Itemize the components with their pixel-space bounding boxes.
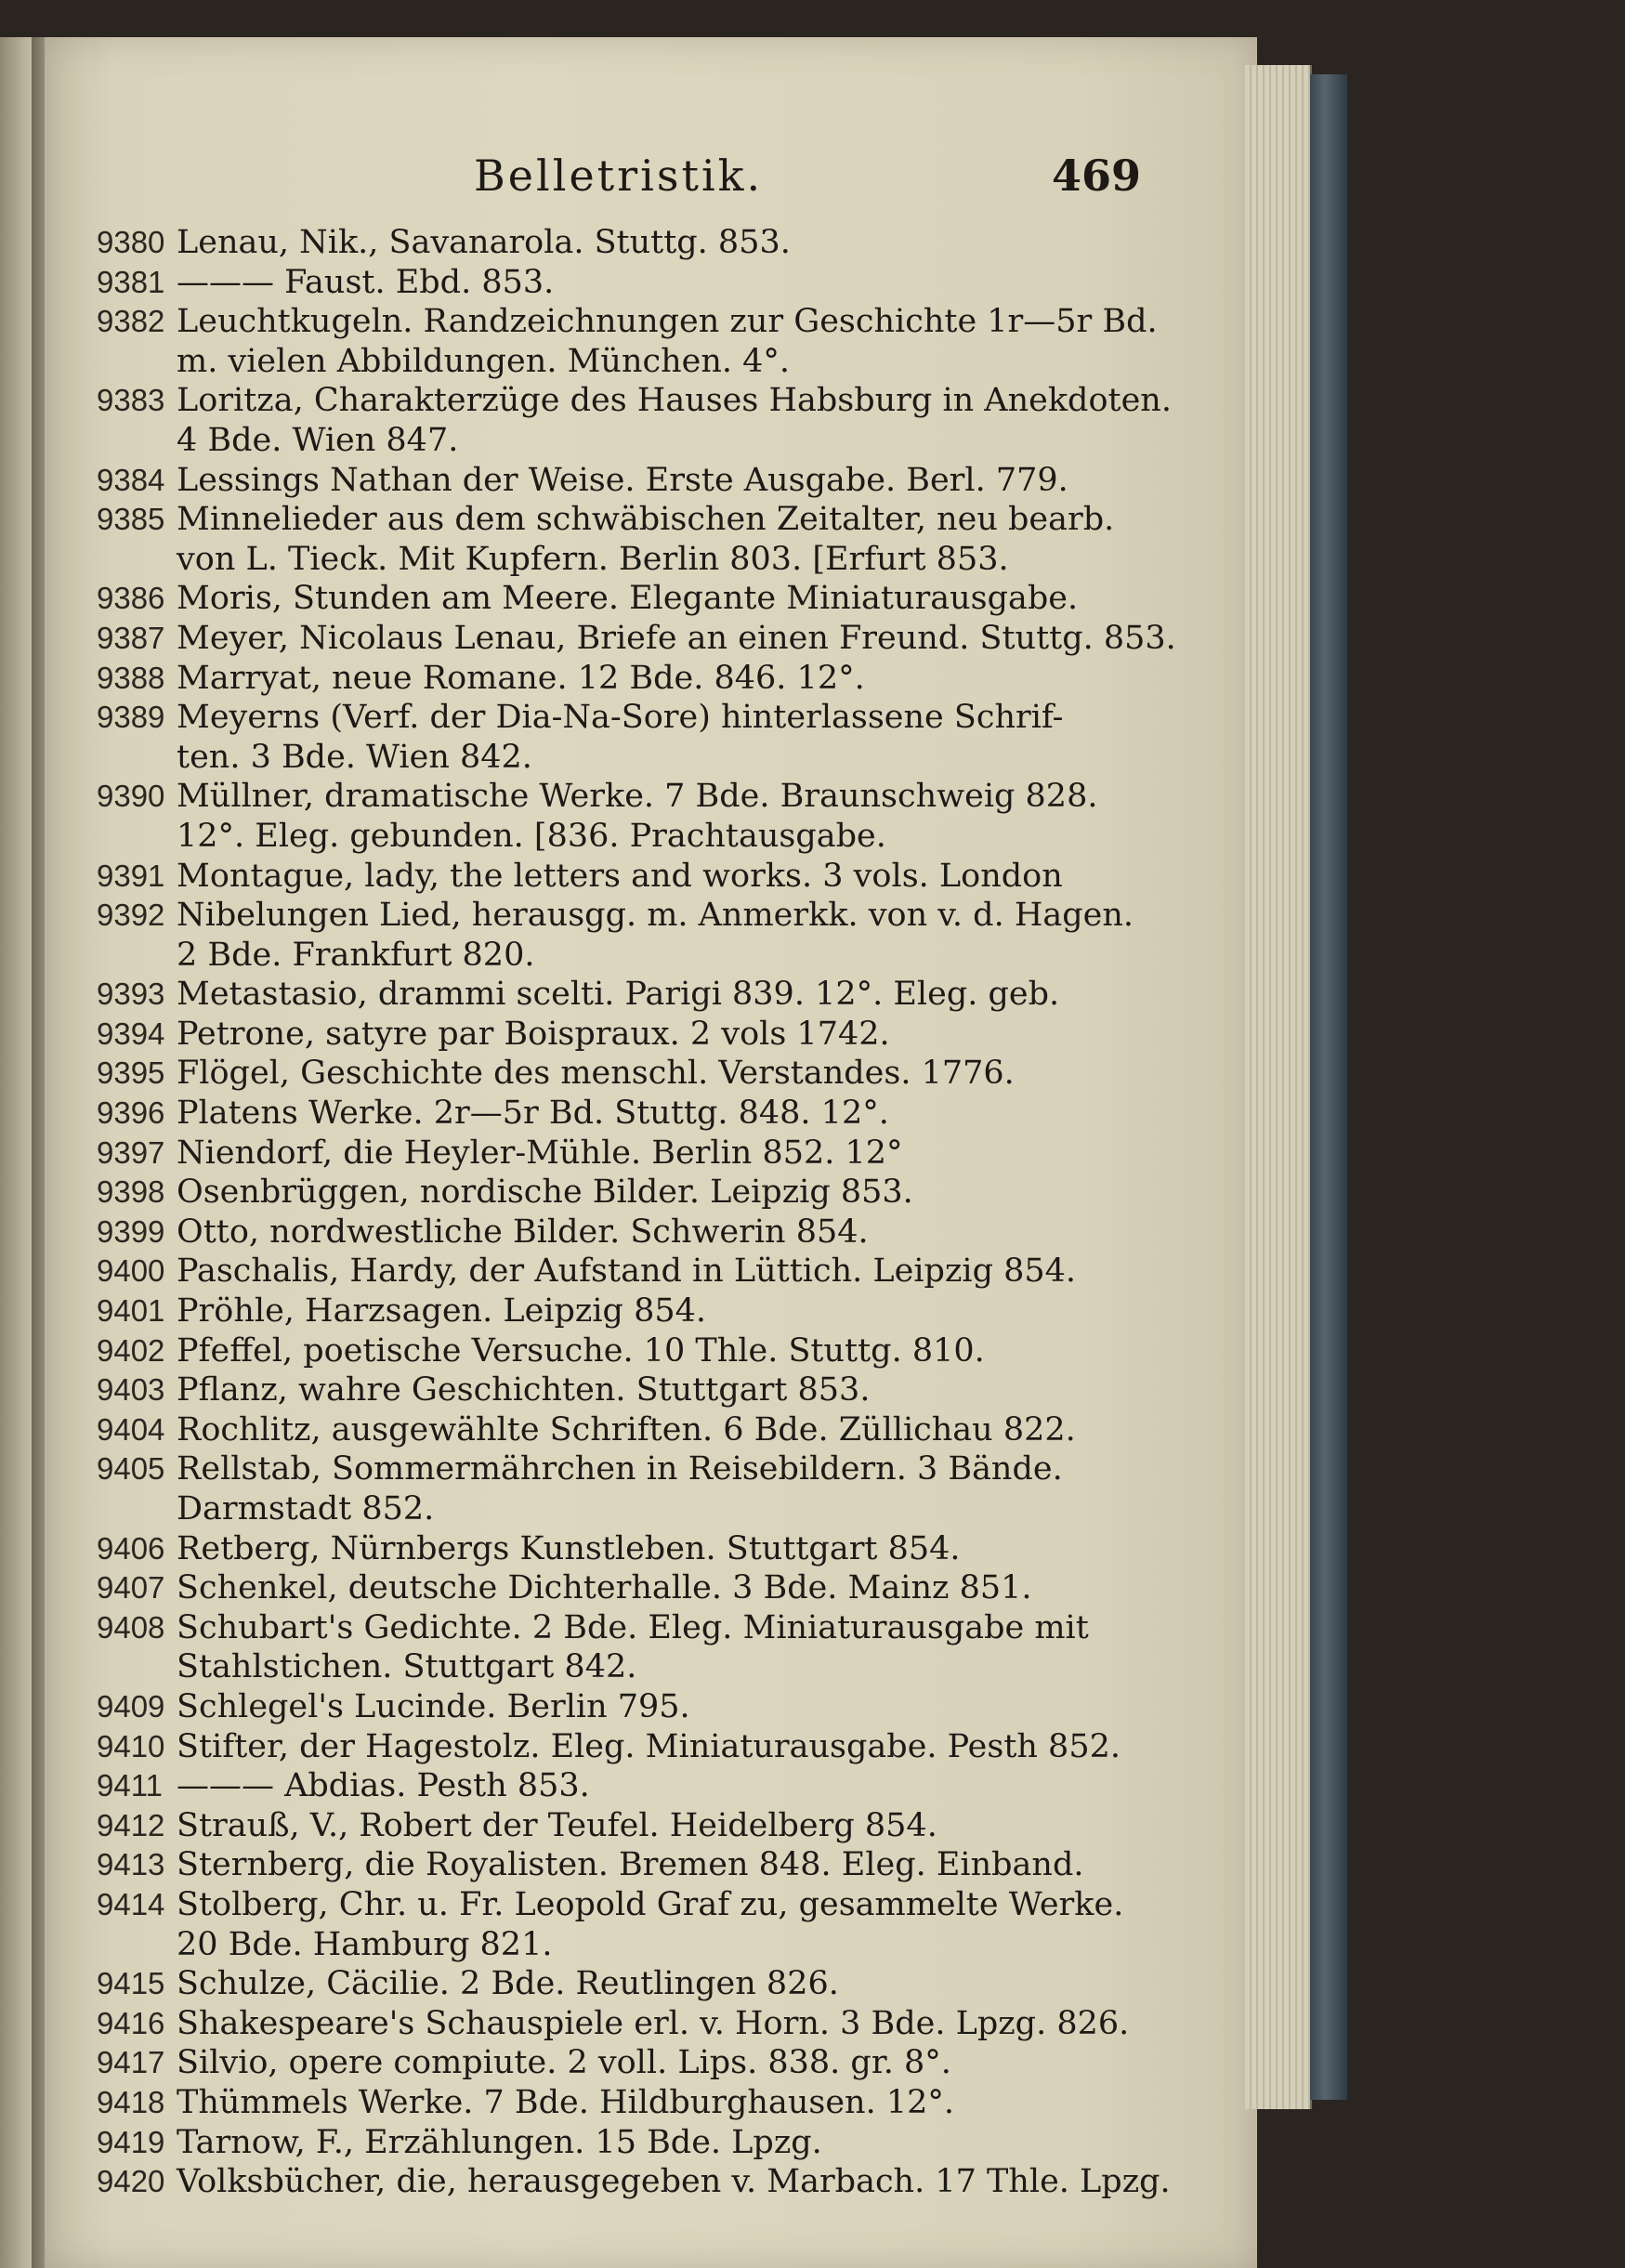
entry-line: Lenau, Nik., Savanarola. Stuttg. 853.: [177, 224, 791, 261]
entry-line: Montague, lady, the letters and works. 3 vols. London: [177, 857, 1063, 895]
entry-line: Flögel, Geschichte des menschl. Verstandes. 1776.: [177, 1055, 1015, 1093]
entry-number: 9419: [97, 2124, 165, 2159]
catalog-entry: [97, 857, 1128, 897]
catalog-entry: [97, 659, 1128, 699]
entry-number: 9408: [97, 1609, 165, 1645]
entry-number: 9392: [97, 898, 165, 933]
catalog-entry: [97, 1449, 1128, 1528]
entry-number: 9383: [97, 383, 165, 418]
entry-number: 9396: [97, 1095, 165, 1131]
entry-line: Rellstab, Sommermährchen in Reisebildern. 3 Bände.: [177, 1450, 1063, 1488]
entry-text: [177, 1687, 1128, 1727]
entry-line: Strauß, V., Robert der Teufel. Heidelberg 854.: [177, 1806, 937, 1844]
entry-line: Metastasio, drammi scelti. Parigi 839. 12°. Eleg. geb.: [177, 976, 1060, 1014]
entry-line: 2 Bde. Frankfurt 820.: [177, 936, 535, 974]
entry-text: [177, 896, 1134, 975]
entry-line: ——— Faust. Ebd. 853.: [177, 263, 555, 301]
entry-line: Niendorf, die Heyler-Mühle. Berlin 852. 12°: [177, 1134, 903, 1172]
entry-line: Schubart's Gedichte. 2 Bde. Eleg. Miniaturausgabe mit: [177, 1608, 1089, 1646]
entry-number: 9406: [97, 1530, 165, 1566]
entry-number: 9402: [97, 1332, 165, 1368]
page-block-edges: [1245, 65, 1312, 2109]
entry-line: Sternberg, die Royalisten. Bremen 848. Eleg. Einband.: [177, 1846, 1084, 1884]
entry-text: [177, 1885, 1128, 1964]
catalog-entry: [97, 1094, 1128, 1134]
entry-line: Volksbücher, die, herausgegeben v. Marbach. 17 Thle. Lpzg.: [177, 2163, 1171, 2201]
entry-text: [177, 461, 1128, 501]
entry-line: Lessings Nathan der Weise. Erste Ausgabe. Berl. 779.: [177, 461, 1068, 499]
entry-line: Meyerns (Verf. der Dia-Na-Sore) hinterlassene Schrif-: [177, 699, 1064, 737]
entry-line: Silvio, opere compiute. 2 voll. Lips. 838. gr. 8°.: [177, 2044, 951, 2082]
entry-line: Pröhle, Harzsagen. Leipzig 854.: [177, 1292, 706, 1331]
entry-line: Stifter, der Hagestolz. Eleg. Miniaturausgabe. Pesth 852.: [177, 1727, 1120, 1765]
entry-number: 9389: [97, 700, 165, 735]
entry-line: Platens Werke. 2r—5r Bd. Stuttg. 848. 12°.: [177, 1095, 889, 1133]
entry-number: 9414: [97, 1886, 165, 1921]
entry-text: [177, 1331, 1128, 1371]
entry-text: [177, 975, 1128, 1015]
entry-line: 20 Bde. Hamburg 821.: [177, 1925, 553, 1963]
catalog-entry: [97, 1885, 1128, 1964]
entry-text: [177, 857, 1128, 897]
catalog-entry: [97, 1608, 1128, 1687]
catalog-entry: [97, 1015, 1128, 1055]
entry-line: Schenkel, deutsche Dichterhalle. 3 Bde. Mainz 851.: [177, 1569, 1032, 1607]
entry-number: 9399: [97, 1213, 165, 1249]
catalog-entry: [97, 1410, 1128, 1450]
entry-number: 9382: [97, 304, 165, 339]
catalog-entry: [97, 777, 1128, 856]
entry-line: Petrone, satyre par Boispraux. 2 vols 1742.: [177, 1015, 890, 1053]
entry-text: [177, 1094, 1128, 1134]
catalog-entry: [97, 2043, 1128, 2083]
entry-text: [177, 381, 1172, 460]
entry-text: [177, 1252, 1128, 1291]
entry-line: Darmstadt 852.: [177, 1490, 435, 1527]
catalog-entry: [97, 461, 1128, 501]
entry-number: 9398: [97, 1174, 165, 1210]
entry-line: Nibelungen Lied, herausgg. m. Anmerkk. von v. d. Hagen.: [177, 897, 1134, 935]
page-number: 469: [1051, 151, 1141, 201]
entry-text: [177, 1964, 1128, 2004]
book-page: [45, 37, 1257, 2268]
entry-line: Loritza, Charakterzüge des Hauses Habsburg in Anekdoten.: [177, 382, 1172, 420]
entry-number: 9385: [97, 502, 165, 537]
entry-text: [177, 223, 1128, 263]
catalog-entry: [97, 2004, 1128, 2044]
entry-text: [177, 2123, 1128, 2163]
entry-line: 12°. Eleg. gebunden. [836. Prachtausgabe.: [177, 817, 886, 855]
entry-line: Rochlitz, ausgewählte Schriften. 6 Bde. Züllichau 822.: [177, 1410, 1076, 1449]
entry-line: Meyer, Nicolaus Lenau, Briefe an einen Freund. Stuttg. 853.: [177, 619, 1176, 657]
entry-line: Otto, nordwestliche Bilder. Schwerin 854.: [177, 1213, 869, 1251]
entry-line: Minnelieder aus dem schwäbischen Zeitalter, neu bearb.: [177, 501, 1115, 539]
entry-number: 9410: [97, 1728, 165, 1763]
entry-text: [177, 1449, 1128, 1528]
catalog-entry: [97, 1727, 1128, 1767]
entry-line: Stahlstichen. Stuttgart 842.: [177, 1648, 637, 1686]
entry-text: [177, 500, 1128, 579]
entry-text: [177, 2083, 1128, 2123]
catalog-entry: [97, 619, 1176, 659]
entry-text: [177, 579, 1128, 619]
entry-text: [177, 2043, 1128, 2083]
entry-number: 9397: [97, 1134, 165, 1170]
entry-text: [177, 1568, 1128, 1608]
catalog-entry: [97, 1687, 1128, 1727]
catalog-entry: [97, 1529, 1128, 1569]
entry-number: 9404: [97, 1411, 165, 1447]
entry-number: 9394: [97, 1016, 165, 1051]
entry-line: von L. Tieck. Mit Kupfern. Berlin 803. [Erfurt 853.: [177, 540, 1009, 578]
catalog-entry: [97, 1252, 1128, 1291]
entry-number: 9386: [97, 581, 165, 616]
entry-text: [177, 1529, 1128, 1569]
catalog-entry: [97, 500, 1128, 579]
entry-text: [177, 1173, 1128, 1213]
entry-text: [177, 1015, 1128, 1055]
entry-text: [177, 1054, 1128, 1094]
book-cover-edge: [1310, 74, 1347, 2100]
entry-number: 9390: [97, 779, 165, 814]
entry-line: Schulze, Cäcilie. 2 Bde. Reutlingen 826.: [177, 1965, 839, 2003]
catalog-entry: [97, 975, 1128, 1015]
catalog-entry: [97, 1964, 1128, 2004]
entry-number: 9388: [97, 660, 165, 695]
entry-line: Pfeffel, poetische Versuche. 10 Thle. Stuttg. 810.: [177, 1331, 985, 1370]
entry-line: Stolberg, Chr. u. Fr. Leopold Graf zu, gesammelte Werke.: [177, 1885, 1124, 1923]
running-title: Belletristik.: [474, 151, 764, 201]
catalog-entry: [97, 1766, 1128, 1806]
catalog-entry: [97, 381, 1172, 460]
entry-line: Retberg, Nürnbergs Kunstleben. Stuttgart 854.: [177, 1529, 961, 1567]
catalog-entry: [97, 896, 1134, 975]
entry-text: [177, 1134, 1128, 1173]
entry-line: Shakespeare's Schauspiele erl. v. Horn. 3 Bde. Lpzg. 826.: [177, 2004, 1130, 2042]
catalog-entry: [97, 263, 1128, 303]
catalog-entry: [97, 2162, 1171, 2202]
entry-line: 4 Bde. Wien 847.: [177, 421, 459, 459]
catalog-entry: [97, 2123, 1128, 2163]
running-head: [175, 151, 1141, 206]
entry-text: [177, 698, 1128, 777]
catalog-entry: [97, 1213, 1128, 1252]
entry-line: Thümmels Werke. 7 Bde. Hildburghausen. 12°.: [177, 2083, 954, 2121]
entry-text: [177, 619, 1176, 659]
entry-line: Osenbrüggen, nordische Bilder. Leipzig 853.: [177, 1173, 913, 1212]
entry-text: [177, 659, 1128, 699]
entry-number: 9411: [97, 1768, 163, 1803]
entry-text: [177, 1845, 1128, 1885]
entry-text: [177, 777, 1128, 856]
catalog-entry: [97, 1291, 1128, 1331]
entry-text: [177, 1213, 1128, 1252]
entry-number: 9418: [97, 2084, 165, 2119]
entry-number: 9409: [97, 1688, 165, 1724]
entry-number: 9413: [97, 1847, 165, 1882]
entry-line: ——— Abdias. Pesth 853.: [177, 1767, 590, 1805]
entry-number: 9407: [97, 1570, 165, 1606]
entry-text: [177, 1370, 1128, 1410]
entry-text: [177, 263, 1128, 303]
entry-number: 9380: [97, 225, 165, 259]
entry-number: 9384: [97, 462, 165, 497]
catalog-entry: [97, 698, 1128, 777]
entry-number: 9395: [97, 1055, 165, 1091]
entry-text: [177, 302, 1158, 381]
entry-text: [177, 1727, 1128, 1767]
entry-text: [177, 1766, 1128, 1806]
entry-text: [177, 2004, 1129, 2044]
entry-number: 9403: [97, 1372, 165, 1408]
entry-number: 9415: [97, 1966, 165, 2001]
entry-number: 9416: [97, 2005, 165, 2040]
catalog-entry: [97, 2083, 1128, 2123]
catalog-entry: [97, 223, 1128, 263]
entry-number: 9400: [97, 1253, 165, 1289]
entry-number: 9412: [97, 1807, 165, 1842]
entry-line: Moris, Stunden am Meere. Elegante Miniaturausgabe.: [177, 580, 1079, 618]
catalog-entry-list: [97, 223, 1176, 2202]
catalog-entry: [97, 1568, 1128, 1608]
entry-line: ten. 3 Bde. Wien 842.: [177, 738, 532, 776]
entry-number: 9387: [97, 620, 165, 655]
entry-text: [177, 1806, 1128, 1846]
entry-line: Schlegel's Lucinde. Berlin 795.: [177, 1687, 690, 1725]
catalog-entry: [97, 1845, 1128, 1885]
entry-number: 9417: [97, 2045, 165, 2080]
entry-number: 9393: [97, 977, 165, 1012]
catalog-entry: [97, 1331, 1128, 1371]
entry-line: Marryat, neue Romane. 12 Bde. 846. 12°.: [177, 659, 865, 697]
catalog-entry: [97, 1134, 1128, 1173]
entry-number: 9405: [97, 1451, 165, 1487]
entry-line: Leuchtkugeln. Randzeichnungen zur Geschichte 1r—5r Bd.: [177, 303, 1158, 341]
catalog-entry: [97, 302, 1158, 381]
catalog-entry: [97, 1806, 1128, 1846]
catalog-entry: [97, 1054, 1128, 1094]
entry-line: Müllner, dramatische Werke. 7 Bde. Braunschweig 828.: [177, 778, 1098, 816]
entry-line: m. vielen Abbildungen. München. 4°.: [177, 342, 791, 380]
catalog-entry: [97, 1370, 1128, 1410]
entry-text: [177, 1291, 1128, 1331]
entry-text: [177, 1608, 1128, 1687]
catalog-entry: [97, 1173, 1128, 1213]
entry-number: 9381: [97, 264, 165, 299]
entry-text: [177, 1410, 1128, 1450]
entry-line: Paschalis, Hardy, der Aufstand in Lüttich. Leipzig 854.: [177, 1252, 1077, 1291]
entry-number: 9401: [97, 1293, 165, 1329]
catalog-entry: [97, 579, 1128, 619]
entry-number: 9391: [97, 858, 165, 893]
entry-line: Pflanz, wahre Geschichten. Stuttgart 853.: [177, 1371, 871, 1409]
entry-number: 9420: [97, 2164, 165, 2199]
entry-line: Tarnow, F., Erzählungen. 15 Bde. Lpzg.: [177, 2123, 822, 2161]
entry-text: [177, 2162, 1171, 2202]
